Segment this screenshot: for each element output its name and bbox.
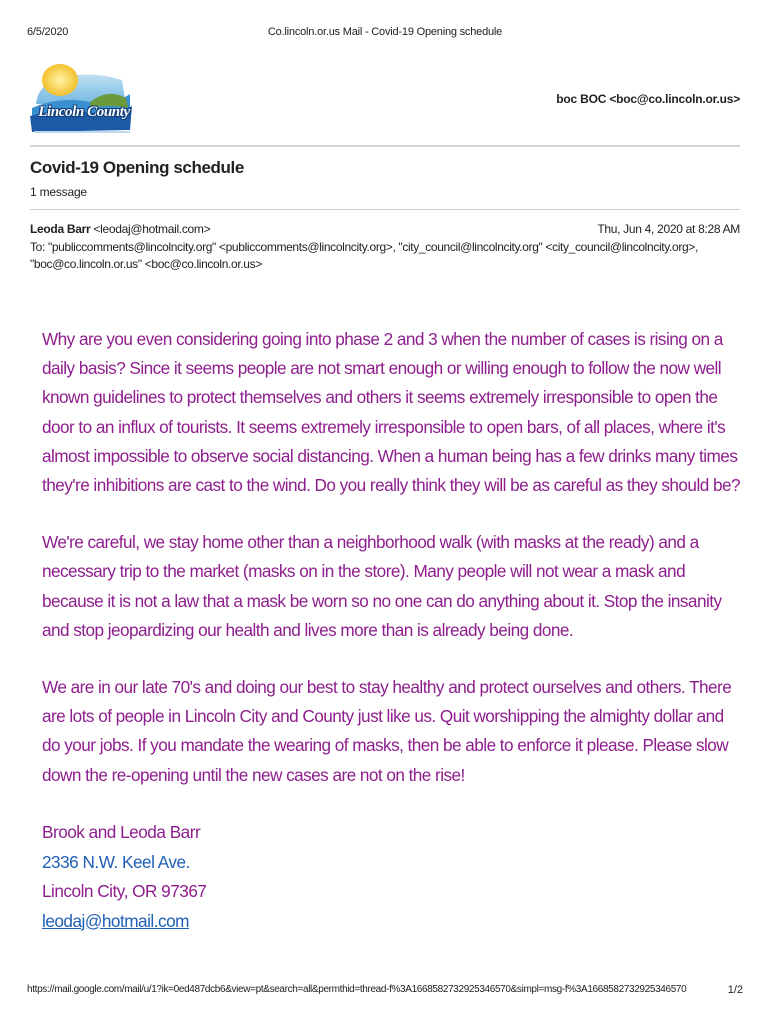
print-title: Co.lincoln.or.us Mail - Covid-19 Opening schedule bbox=[267, 26, 503, 38]
logo-text: Lincoln County bbox=[38, 104, 130, 120]
sender bbox=[30, 222, 210, 236]
thread-subject: Covid-19 Opening schedule bbox=[30, 158, 244, 177]
header-divider bbox=[30, 145, 740, 147]
sender-email: <leodaj@hotmail.com> bbox=[93, 222, 211, 236]
message-date: Thu, Jun 4, 2020 at 8:28 AM bbox=[597, 222, 740, 236]
print-date: 6/5/2020 bbox=[27, 26, 69, 38]
lincoln-county-logo bbox=[30, 58, 134, 138]
message-divider bbox=[30, 209, 740, 210]
page-number: 1/2 bbox=[727, 984, 743, 996]
signature-email-link[interactable]: leodaj@hotmail.com bbox=[42, 910, 189, 931]
message-body bbox=[42, 325, 742, 790]
signature-city: Lincoln City, OR 97367 bbox=[42, 881, 207, 901]
signature-street[interactable]: 2336 N.W. Keel Ave. bbox=[42, 851, 190, 872]
message-count: 1 message bbox=[30, 185, 87, 199]
account-address: boc BOC <boc@co.lincoln.or.us> bbox=[556, 92, 740, 106]
body-paragraph-1: Why are you even considering going into phase 2 and 3 when the number of cases is rising on a daily basis? Since it seems people are not smart enough or willing enough to follow the now well known guidelines to protect themselves and others it seems extremely irresponsible to open the door to an influx of tourists. It seems extremely irresponsible to open bars, of all places, where it's almost impossible to observe social distancing. When a human being has a few drinks many times they're inhibitions are cast to the wind. Do you really think they will be as careful as they should be? bbox=[42, 329, 740, 496]
print-url: https://mail.google.com/mail/u/1?ik=0ed487dcb6&view=pt&search=all&permthid=thread-f%3A1668582732925346570&simpl=msg-f%3A1668582732925346570 bbox=[27, 984, 687, 995]
signature-name: Brook and Leoda Barr bbox=[42, 822, 201, 842]
signature bbox=[42, 818, 206, 936]
recipients: To: "publiccomments@lincolncity.org" <publiccomments@lincolncity.org>, "city_council@lincolncity.org" <city_council@lincolncity.org>, "boc@co.lincoln.or.us" <boc@co.lincoln.or.us> bbox=[30, 240, 698, 271]
body-paragraph-2: We're careful, we stay home other than a neighborhood walk (with masks at the ready) and a necessary trip to the market (masks on in the store). Many people will not wear a mask and because it is not a law that a mask be worn so no one can do anything about it. Stop the insanity and stop jeopardizing our health and lives more than is already being done. bbox=[42, 532, 722, 640]
sender-name: Leoda Barr bbox=[30, 222, 91, 236]
body-paragraph-3: We are in our late 70's and doing our best to stay healthy and protect ourselves and others. There are lots of people in Lincoln City and County just like us. Quit worshipping the almighty dollar and do your jobs. If you mandate the wearing of masks, then be able to enforce it please. Please slow down the re-opening until the new cases are not on the rise! bbox=[42, 677, 732, 785]
